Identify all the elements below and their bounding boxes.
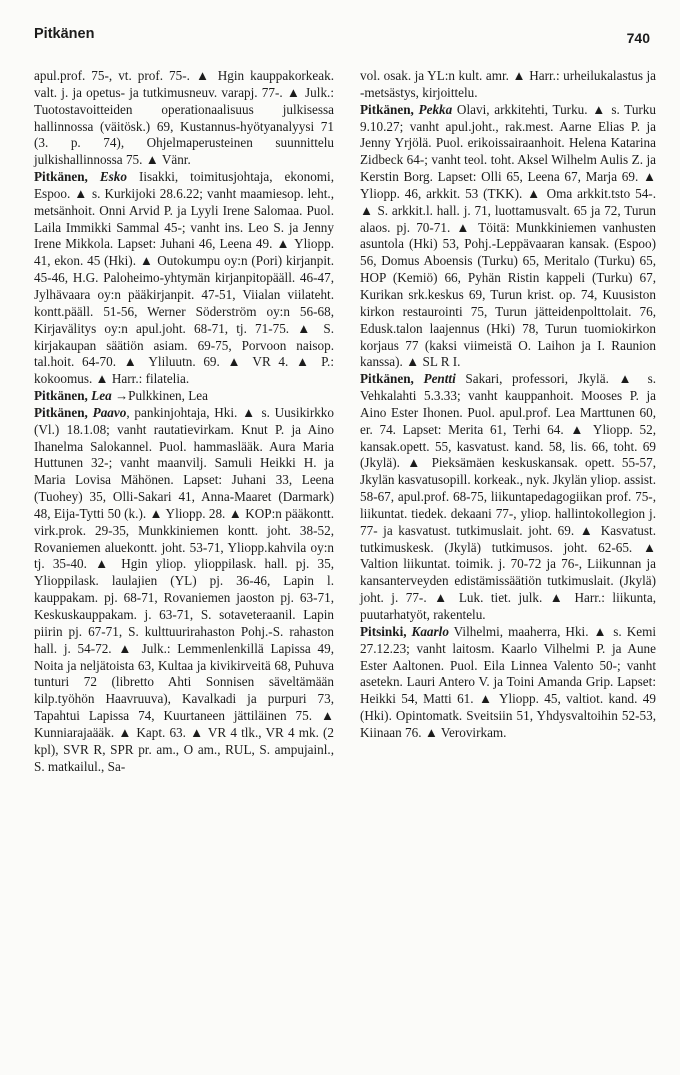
entry-text: apul.prof. 75-, vt. prof. 75-. ▲ Hgin kauppakorkeak. valt. j. ja opetus- ja tutkimusneuv. varapj. 77-. ▲ Julk.: Tuotostavoitteiden operationaalisuus julkisessa hallinnossa (väitösk.) 69, Kustannus-hyötyanalyysi 71 (3. p. 74), Ohjelmaperusteinen suunnittelu julkishallinnossa 75. ▲ Vänr.: [34, 68, 334, 168]
running-header: Pitkänen: [34, 26, 95, 42]
entry-surname: Pitkänen,: [360, 371, 424, 387]
entry-continuation: [360, 68, 656, 102]
entry-given-name: Kaarlo: [411, 623, 449, 639]
entry-text: Olavi, arkkitehti, Turku. ▲ s. Turku 9.10.27; vanht apul.joht., rak.mest. Aarne Elias P. ja Jenny Yrjölä. Puol. erikoissairaanhoit. Helena Katarina Zidbeck 64-; vanht teol. toht. Aksel Wilhelm Aulis Z. ja Kerstin Borg. Lapset: Olli 65, Leena 67, Marja 69. ▲ Yliopp. 46, arkkit. 53 (TKK). ▲ Oma arkkit.tsto 54-. ▲ S. arkkit.l. hall. j. 71, luottamusvalt. 65 ja 72, Turun alaos. pj. 70-71. ▲ Töitä: Munkkiniemen vanhusten asuntola (Hki) 53, Pohj.-Leppävaaran kansak. (Espoo) 56, Domus Aboensis (Turku) 65, Meritalo (Turku) 65, HOP (Kemiö) 66, Pyhän Ristin kappeli (Turku) 67, Kurikan srk.keskus 69, Turun krist. op. 74, Kuusiston kirkon restaurointi 75, Turun jätteidenpolttolait. 76, Edusk.talon laajennus (Hki) 78, Turun tuomiokirkon korjaus 77 (kaksi viimeistä O. Laihon ja I. Raunion kanssa). ▲ SL R I.: [360, 101, 656, 370]
entry-esko-pitkanen: [34, 169, 334, 388]
entry-surname: Pitsinki,: [360, 623, 412, 639]
entry-surname: Pitkänen,: [34, 169, 100, 185]
entry-paavo-pitkanen: [34, 405, 334, 776]
entry-given-name: Paavo: [92, 404, 127, 420]
entry-text: Vilhelmi, maaherra, Hki. ▲ s. Kemi 27.12.23; vanht laitosm. Kaarlo Vilhelmi P. ja Aune Ester Aaltonen. Puol. Eila Linnea Valento 50-; vanht asetekn. Lauri Antero V. ja Toini Amanda Grip. Lapset: Heikki 54, Matti 61. ▲ Yliopp. 45, valtiot. kand. 49 (Hki). Opintomatk. Sveitsiin 51, Yhdysvaltoihin 52-53, Kiinaan 76. ▲ Verovirkam.: [360, 623, 656, 740]
entry-text: vol. osak. ja YL:n kult. amr. ▲ Harr.: urheilukalastus ja -metsästys, kirjoittelu.: [360, 68, 656, 100]
entry-text: Iisakki, toimitusjohtaja, ekonomi, Espoo. ▲ s. Kurkijoki 28.6.22; vanht maamiesop. leht., metsänhoit. Onni Arvid P. ja Lyyli Irene Salomaa. Puol. Laila Immikki Sammal 45-; vanht ins. Leo S. ja Jenny Irene Mikkola. Lapset: Juhani 46, Leena 49. ▲ Yliopp. 41, ekon. 45 (Hki). ▲ Outokumpu oy:n (Pori) kirjanpit. 45-46, H.G. Paloheimo-yhtymän kirjanpitopääll. 46-47, Jylhävaara oy:n pääkirjanpit. 47-51, Viialan viilateht. kontt.pääll. 51-56, Werner Söderström oy:n 56-68, Kirjavälitys oy:n apul.joht. 68-71, tj. 71-75. ▲ S. kirjakaupan säätiön asiam. 69-75, Porvoon naisop. tal.hoit. 64-70. ▲ Yliluutn. 69. ▲ VR 4. ▲ P.: kokoomus. ▲ Harr.: filatelia.: [34, 169, 335, 387]
page-number: 740: [626, 30, 650, 46]
entry-given-name: Pekka: [418, 101, 453, 117]
entry-given-name: Lea: [91, 388, 112, 404]
entry-given-name: Pentti: [423, 371, 456, 387]
entry-surname: Pitkänen,: [34, 388, 92, 404]
entry-given-name: Esko: [99, 169, 127, 185]
entry-surname: Pitkänen,: [360, 101, 419, 117]
entry-text: Sakari, professori, Jkylä. ▲ s. Vehkalahti 5.3.33; vanht kauppanhoit. Mooses P. ja Aino Ester Ihonen. Puol. apul.prof. Lea Marttunen 60, er. 74. Lapset: Merita 61, Terhi 64. ▲ Yliopp. 52, kansak.opett. 55, kasvatust. kand. 58, lis. 66, toht. 69 (Jkylä). ▲ Pieksämäen keskuskansak. opett. 55-57, Jkylän kasvatusopill. korkeak., nyk. Jkylän yliop. assist. 58-67, apul.prof. 68-75, liikuntapedagogiikan prof. 75-, liikuntat. tiedek. dekaani 77-, yliop. hallintokollegion j. 77- ja kasvatust. tutkimuslait. joht. 69. ▲ Kasvatust. tutkimuskesk. (Jkylä) tutkimusos. joht. 62-65. ▲ Valtion liikuntat. toimik. j. 70-72 ja 76-, Liikunnan ja kansanterveyden edistämissäätiön tutkimuslait. (Jkylä) joht. j. 77-. ▲ Luk. tiet. julk. ▲ Harr.: liikunta, puutarhatyöt, rakentelu.: [360, 371, 657, 622]
entry-lea-pitkanen: [34, 388, 334, 405]
right-column: [360, 68, 656, 742]
entry-continuation: [34, 68, 334, 169]
entry-kaarlo-pitsinki: [360, 624, 656, 742]
entry-pekka-pitkanen: [360, 102, 656, 372]
entry-pentti-pitkanen: [360, 371, 656, 624]
entry-text: →Pulkkinen, Lea: [111, 388, 208, 404]
entry-surname: Pitkänen,: [34, 404, 93, 420]
entry-text: , pankinjohtaja, Hki. ▲ s. Uusikirkko (Vl.) 18.1.08; vanht rautatievirkam. Knut P. ja Aino Ihanelma Salokannel. Puol. hammaslääk. Aura Maria Huttunen 32-; vanht maanvilj. Samuli Heikki H. ja Maria Lovisa Mähönen. Lapset: Juhani 33, Leena (Tuohey) 35, Olli-Sakari 41, Anna-Maaret (Darmark) 48, Eija-Tytti 50 (k.). ▲ Yliopp. 28. ▲ KOP:n pääkontt. virk.prok. 29-35, Munkkiniemen kontt. joht. 38-52, Rovaniemen aluekontt. joht. 53-71, Yliopp.kahvila oy:n tj. 35-40. ▲ Hgin yliop. ylioppilask. hall. pj. 35, Ylioppilask. laulajien (YL) pj. 36-46, Lapin l. kauppakam. pj. 68-71, Rovaniemen jaoston pj. 63-71, Keskuskauppakam. j. 63-71, S. sotaveteraanil. Lapin piirin pj. 67-71, S. kulttuurirahaston Pohj.-S. rahaston hall. j. 54-72. ▲ Julk.: Lemmenlenkillä Lapissa 49, Noita ja neljätoista 63, Kultaa ja kivikirveitä 68, Puhuva tunturi 72 (libretto Ahti Sonnisen säveltämään kilp.työhön Haavruuva), Kavalkadi ja purpuri 73, Tapahtui Lapissa 74, Kuurtaneen jättiläinen 75. ▲ Kunniarajaääk. ▲ Kapt. 63. ▲ VR 4 tlk., VR 4 mk. (2 kpl), SVR R, SPR pr. am., O am., RUL, S. ampujainl., S. matkailul., Sa-: [34, 404, 334, 774]
left-column: [34, 68, 334, 775]
